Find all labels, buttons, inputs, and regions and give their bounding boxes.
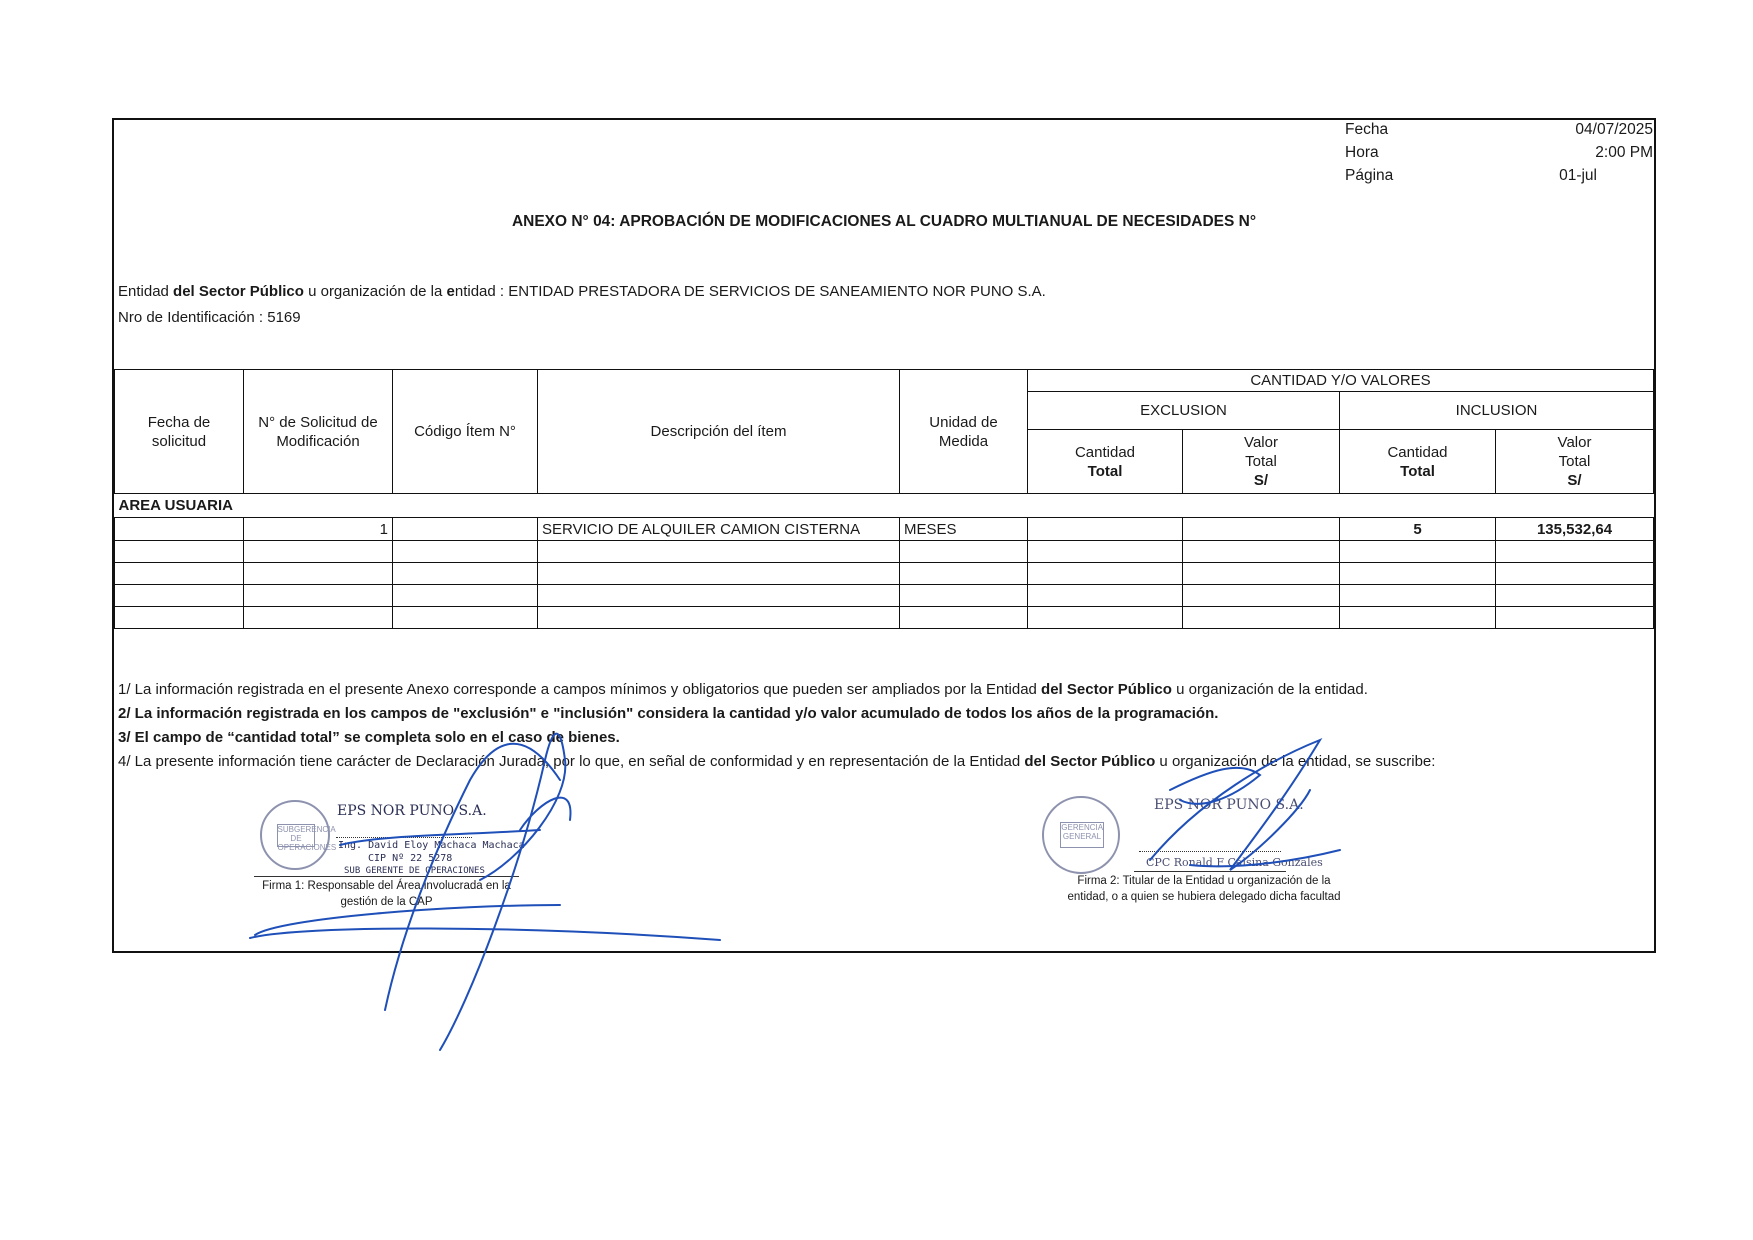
stamp2-org: EPS NOR PUNO S.A.	[1154, 797, 1304, 813]
note-2: 2/ La información registrada en los campos de "exclusión" e "inclusión" considera la cantidad y/o valor acumulado de todos los años de la programación.	[118, 705, 1219, 722]
hora-value: 2:00 PM	[1595, 144, 1653, 161]
page-title: ANEXO N° 04: APROBACIÓN DE MODIFICACIONES AL CUADRO MULTIANUAL DE NECESIDADES N°	[511, 213, 1257, 230]
seal-stamp-1: SUBGERENCIA DE OPERACIONES	[260, 800, 330, 870]
cell-inc-valor: 135,532,64	[1496, 518, 1654, 541]
header-unidad: Unidad de Medida	[900, 370, 1028, 494]
stamp2-name: CPC Ronald F Calsina Gonzales	[1146, 856, 1323, 869]
note-4: 4/ La presente información tiene carácter de Declaración Jurada, por lo que, en señal de conformidad y en representación de la Entidad del Sector Público u organización de la entidad, se suscribe:	[118, 753, 1436, 770]
stamp1-cip: CIP Nº 22 5278	[368, 853, 453, 864]
header-exc-cantidad: Cantidad Total	[1028, 430, 1183, 494]
stamp1-role: SUB GERENTE DE OPERACIONES	[344, 866, 485, 876]
header-inc-valor: Valor Total S/	[1496, 430, 1654, 494]
pagina-value: 01-jul	[1559, 167, 1597, 184]
header-descripcion: Descripción del ítem	[538, 370, 900, 494]
header-exclusion: EXCLUSION	[1028, 392, 1340, 430]
header-cantidad-valores: CANTIDAD Y/O VALORES	[1028, 370, 1654, 392]
seal-stamp-2: GERENCIA GENERAL	[1042, 796, 1120, 874]
stamp1-name: Ing. David Eloy Machaca Machaca	[338, 840, 525, 851]
fecha-label: Fecha	[1345, 121, 1389, 138]
header-exc-valor: Valor Total S/	[1183, 430, 1340, 494]
cell-solicitud: 1	[244, 518, 393, 541]
hora-label: Hora	[1345, 144, 1379, 161]
cell-inc-cantidad: 5	[1340, 518, 1496, 541]
firma2-caption: Firma 2: Titular de la Entidad u organización de la entidad, o a quien se hubiera delegado dicha facultad	[1067, 875, 1341, 903]
pagina-label: Página	[1345, 167, 1394, 184]
entity-line: Entidad del Sector Público u organización de la entidad : ENTIDAD PRESTADORA DE SERVICIOS DE SANEAMIENTO NOR PUNO S.A.	[118, 283, 1046, 300]
stamp1-org: EPS NOR PUNO S.A.	[337, 803, 487, 819]
header-solicitud: N° de Solicitud de Modificación	[244, 370, 393, 494]
firma1-caption: Firma 1: Responsable del Área involucrada en la gestión de la CAP	[262, 880, 511, 908]
identification-line: Nro de Identificación : 5169	[118, 309, 301, 326]
cell-unidad: MESES	[900, 518, 1028, 541]
note-3: 3/ El campo de “cantidad total” se completa solo en el caso de bienes.	[118, 729, 620, 746]
section-area-usuaria: AREA USUARIA	[115, 494, 1654, 518]
note-1: 1/ La información registrada en el presente Anexo corresponde a campos mínimos y obligatorios que pueden ser ampliados por la Entidad del Sector Público u organización de la entidad.	[118, 681, 1368, 698]
header-codigo: Código Ítem N°	[393, 370, 538, 494]
header-inclusion: INCLUSION	[1340, 392, 1654, 430]
header-fecha: Fecha de solicitud	[115, 370, 244, 494]
cell-descripcion: SERVICIO DE ALQUILER CAMION CISTERNA	[538, 518, 900, 541]
header-inc-cantidad: Cantidad Total	[1340, 430, 1496, 494]
fecha-value: 04/07/2025	[1575, 121, 1653, 138]
